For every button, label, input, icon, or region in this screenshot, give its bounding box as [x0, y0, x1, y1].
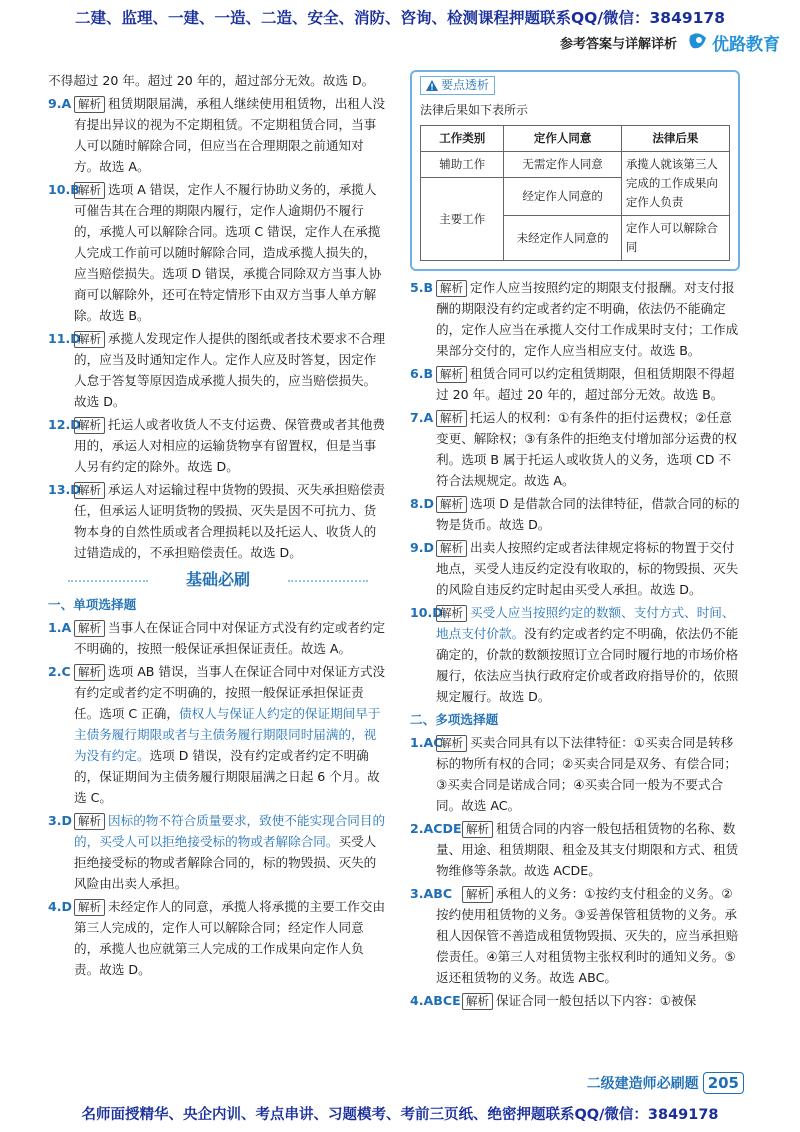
- bottom-banner: 名师面授精华、央企内训、考点串讲、习题模考、考前三页纸、绝密押题联系QQ/微信：3849178: [81, 1107, 719, 1123]
- answer-item: [410, 732, 740, 816]
- brand-logo-text: 优路教育: [712, 34, 780, 55]
- answer-item: [48, 179, 388, 326]
- answer-text: 托运人的权利：①有条件的拒付运费权；②任意变更、解除权；③有条件的拒绝支付增加部分运费的权利。选项 B 属于托运人或收货人的义务，选项 CD 不符合法规规定。故选 A。: [436, 410, 737, 488]
- book-title: 二级建造师必刷题: [586, 1076, 699, 1092]
- answer-item: [410, 537, 740, 600]
- answer-number: 3.D: [48, 813, 73, 828]
- right-answer-list-2: [410, 732, 740, 1011]
- answer-item: [410, 493, 740, 535]
- answer-highlight: 因标的物不符合质量要求，致使不能实现合同目的的，买受人可以拒绝接受标的物或者解除合同。: [74, 813, 386, 849]
- analysis-tag: 解析: [74, 899, 105, 916]
- answer-number: 13.D: [48, 482, 81, 497]
- answer-item: [48, 414, 388, 477]
- table-header: 定作人同意: [504, 126, 621, 152]
- page-subheader: [560, 30, 780, 54]
- youlu-logo-icon: [687, 32, 709, 52]
- answer-item: [410, 363, 740, 405]
- key-points-title-text: 要点透析: [441, 78, 490, 92]
- table-cell: 无需定作人同意: [504, 152, 621, 178]
- table-cell: 承揽人就该第三人完成的工作成果向定作人负责: [621, 152, 729, 216]
- answer-number: 2.ACDE: [410, 821, 462, 836]
- answer-number: 10.D: [410, 605, 443, 620]
- answer-text: 出卖人按照约定或者法律规定将标的物置于交付地点，买受人违反约定没有收取的，标的物毁损、灭失的风险自违反约定时起由买受人承担。故选 D。: [436, 540, 739, 597]
- answer-text: 未经定作人的同意，承揽人将承揽的主要工作交由第三人完成的，定作人可以解除合同；经定作人同意的，承揽人也应就第三人完成的工作成果向定作人负责。故选 D。: [74, 899, 386, 977]
- analysis-tag: 解析: [436, 735, 467, 752]
- answer-text-post: 买受人拒绝接受标的物或者解除合同的，标的物毁损、灭失的风险由出卖人承担。: [74, 834, 377, 891]
- page-number: 205: [703, 1072, 744, 1094]
- answer-text: 承运人对运输过程中货物的毁损、灭失承担赔偿责任，但承运人证明货物的毁损、灭失是因不可抗力、货物本身的自然性质或者合理损耗以及托运人、收货人的过错造成的，不承担赔偿责任。故选 D。: [74, 482, 386, 560]
- answer-text: 选项 AB 错误，当事人在保证合同中对保证方式没有约定或者约定不明确的，按照一般保证承担保证责任。选项 C 正确，: [74, 664, 386, 721]
- answer-number: 9.A: [48, 96, 72, 111]
- analysis-tag: 解析: [74, 182, 105, 199]
- page-number-bar: [587, 1072, 744, 1094]
- analysis-tag: 解析: [74, 482, 105, 499]
- analysis-tag: 解析: [436, 605, 467, 622]
- answer-text: 定作人应当按照约定的期限支付报酬。对支付报酬的期限没有约定或者约定不明确，依法仍不能确定的，定作人应当在承揽人交付工作成果时支付；工作成果部分交付的，定作人应当相应支付。故选 B。: [436, 280, 739, 358]
- answer-item-3d: [48, 810, 388, 894]
- analysis-tag: 解析: [436, 280, 467, 297]
- answer-number: 11.D: [48, 331, 81, 346]
- left-answer-list-2: [48, 617, 388, 659]
- answer-number: 1.A: [48, 620, 72, 635]
- legal-consequence-table: [420, 125, 730, 261]
- brand-logo: [687, 30, 780, 55]
- answer-text: 托运人或者收货人不支付运费、保管费或者其他费用的，承运人对相应的运输货物享有留置权，但是当事人另有约定的除外。故选 D。: [74, 417, 386, 474]
- answer-text: 选项 D 是借款合同的法律特征，借款合同的标的物是货币。故选 D。: [436, 496, 740, 532]
- analysis-tag: 解析: [462, 821, 493, 838]
- answer-number: 7.A: [410, 410, 434, 425]
- table-cell: 经定作人同意的: [504, 178, 621, 216]
- analysis-tag: 解析: [74, 664, 105, 681]
- answer-number: 4.ABCE: [410, 993, 461, 1008]
- analysis-tag: 解析: [436, 410, 467, 427]
- answer-text: 租赁合同可以约定租赁期限，但租赁期限不得超过 20 年。超过 20 年的，超过部分无效。故选 B。: [436, 366, 735, 402]
- answer-text: 选项 A 错误，定作人不履行协助义务的，承揽人可催告其在合理的期限内履行，定作人逾期仍不履行的，承揽人可以解除合同。选项 C 错误，定作人在承揽人完成工作前可以随时解除合同，造成承揽人损失的，应当赔偿损失。选项 D 错误，承揽合同除双方当事人协商可以解除外，还可在特定情形下由双方当事人单方解除。故选 B。: [74, 182, 382, 323]
- analysis-tag: 解析: [74, 96, 105, 113]
- analysis-tag: 解析: [74, 620, 105, 637]
- table-cell: 辅助工作: [421, 152, 504, 178]
- subheader-text: 参考答案与详解详析: [559, 36, 677, 52]
- table-header: 法律后果: [621, 126, 729, 152]
- right-answer-list-1: [410, 277, 740, 600]
- answer-number: 1.AC: [410, 735, 443, 750]
- table-header: 工作类别: [421, 126, 504, 152]
- answer-item: [410, 277, 740, 361]
- left-column: [48, 70, 388, 982]
- answer-text: 保证合同一般包括以下内容：①被保: [496, 993, 697, 1008]
- key-points-intro: 法律后果如下表所示: [420, 103, 529, 117]
- answer-number: 10.B: [48, 182, 80, 197]
- answer-item-2c: [48, 661, 388, 808]
- analysis-tag: 解析: [74, 331, 105, 348]
- answer-text: 租赁合同的内容一般包括租赁物的名称、数量、用途、租赁期限、租金及其支付期限和方式、租赁物维修等条款。故选 ACDE。: [436, 821, 739, 878]
- answer-number: 9.D: [410, 540, 435, 555]
- table-cell: 定作人可以解除合同: [621, 216, 729, 261]
- analysis-tag: 解析: [436, 366, 467, 383]
- analysis-tag: 解析: [74, 813, 105, 830]
- answer-item: [48, 93, 388, 177]
- answer-text-post: 选项 D 错误，没有约定或者约定不明确的，保证期间为主债务履行期限届满之日起 6 个月。故选 C。: [74, 748, 380, 805]
- answer-text: 租赁期限届满，承租人继续使用租赁物，出租人没有提出异议的视为不定期租赁。不定期租赁合同，当事人可以随时解除合同，但应当在合理期限之前通知对方。故选 A。: [74, 96, 386, 174]
- answer-item: [410, 818, 740, 881]
- answer-item-10d: [410, 602, 740, 707]
- answer-number: 2.C: [48, 664, 71, 679]
- answer-item-4d: [48, 896, 388, 980]
- table-cell: 未经定作人同意的: [504, 216, 621, 261]
- section-title: 基础必刷: [48, 569, 388, 590]
- analysis-tag: 解析: [436, 496, 467, 513]
- left-answer-list-1: [48, 93, 388, 563]
- answer-text: 当事人在保证合同中对保证方式没有约定或者约定不明确的，按照一般保证承担保证责任。故选 A。: [74, 620, 386, 656]
- answer-number: 3.ABC: [410, 886, 453, 901]
- answer-text: 买卖合同具有以下法律特征：①买卖合同是转移标的物所有权的合同；②买卖合同是双务、有偿合同；③买卖合同是诺成合同；④买卖合同一般为不要式合同。故选 AC。: [436, 735, 737, 813]
- multi-choice-heading: 二、多项选择题: [410, 712, 499, 727]
- warning-icon: [426, 80, 438, 91]
- table-header-row: [421, 126, 730, 152]
- answer-item: [48, 617, 388, 659]
- analysis-tag: 解析: [462, 886, 493, 903]
- analysis-tag: 解析: [436, 540, 467, 557]
- single-choice-heading: 一、单项选择题: [48, 597, 137, 612]
- answer-item: [48, 328, 388, 412]
- answer-item: [48, 479, 388, 563]
- analysis-tag: 解析: [74, 417, 105, 434]
- analysis-tag: 解析: [462, 993, 493, 1010]
- answer-number: 12.D: [48, 417, 81, 432]
- right-column: [410, 70, 740, 1013]
- answer-continuation: 不得超过 20 年。超过 20 年的，超过部分无效。故选 D。: [48, 73, 375, 88]
- answer-number: 5.B: [410, 280, 434, 295]
- answer-text: 承租人的义务：①按约支付租金的义务。②按约使用租赁物的义务。③妥善保管租赁物的义务。承租人因保管不善造成租赁物毁损、灭失的，应当承担赔偿责任。④第三人对租赁物主张权利时的通知义务。⑤返还租赁物的义务。故选 ABC。: [436, 886, 739, 985]
- answer-item: [410, 407, 740, 491]
- key-points-title: [420, 76, 495, 95]
- answer-text-post: 没有约定或者约定不明确，依法仍不能确定的，价款的数额按照订立合同时履行地的市场价格履行，依法应当执行政府定价或者政府指导价的，依照规定履行。故选 D。: [436, 626, 739, 704]
- key-points-box: [410, 70, 740, 271]
- answer-number: 8.D: [410, 496, 435, 511]
- answer-number: 6.B: [410, 366, 434, 381]
- answer-highlight: 买受人应当按照约定的数额、支付方式、时间、地点支付价款。: [436, 605, 735, 641]
- table-cell: 主要工作: [421, 178, 504, 261]
- answer-number: 4.D: [48, 899, 73, 914]
- top-banner: 二建、监理、一建、一造、二造、安全、消防、咨询、检测课程押题联系QQ/微信：3849178: [74, 9, 725, 27]
- answer-item: [410, 883, 740, 988]
- answer-item: [410, 990, 740, 1011]
- table-row: [421, 152, 730, 178]
- answer-highlight: 债权人与保证人约定的保证期间早于主债务履行期限或者与主债务履行期限同时届满的，视为没有约定。: [74, 706, 381, 763]
- answer-text: 承揽人发现定作人提供的图纸或者技术要求不合理的，应当及时通知定作人。定作人应及时答复，因定作人怠于答复等原因造成承揽人损失的，应当赔偿损失。故选 D。: [74, 331, 386, 409]
